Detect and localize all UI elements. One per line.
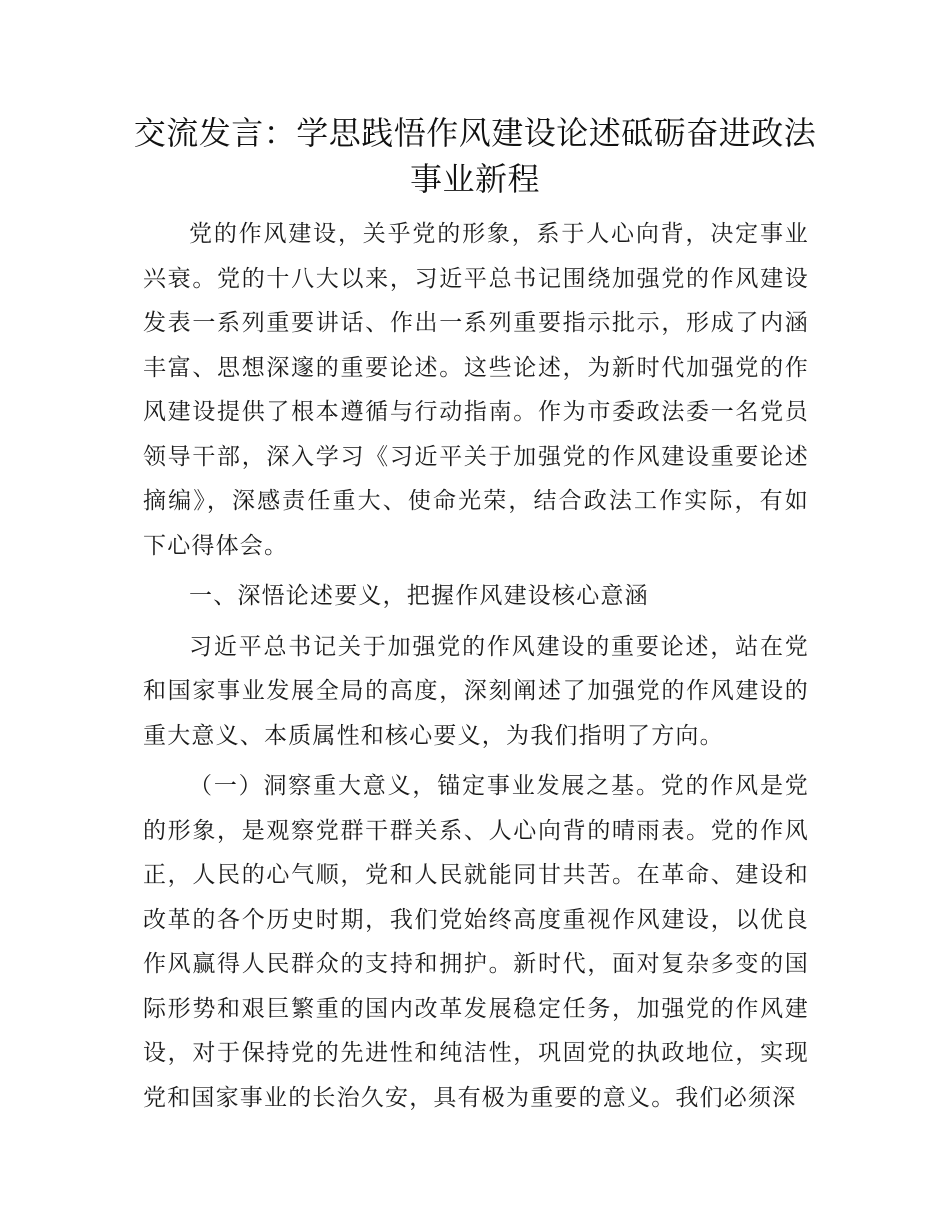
intro-paragraph: 党的作风建设，关乎党的形象，系于人心向背，决定事业兴衰。党的十八大以来，习近平总书记围绕加强党的作风建设发表一系列重要讲话、作出一系列重要指示批示，形成了内涵丰富、思想深邃的重要论述。这些论述，为新时代加强党的作风建设提供了根本遵循与行动指南。作为市委政法委一名党员领导干部，深入学习《习近平关于加强党的作风建设重要论述摘编》，深感责任重大、使命光荣，结合政法工作实际，有如下心得体会。 [143, 221, 809, 559]
section-1-paragraph: 习近平总书记关于加强党的作风建设的重要论述，站在党和国家事业发展全局的高度，深刻阐述了加强党的作风建设的重大意义、本质属性和核心要义，为我们指明了方向。 [143, 633, 809, 749]
document-body [143, 212, 809, 1120]
document-title: 交流发言：学思践悟作风建设论述砥砺奋进政法事业新程 [133, 114, 817, 198]
section-heading-1: 一、深悟论述要义，把握作风建设核心意涵 [189, 583, 649, 609]
subsection-1-paragraph: （一）洞察重大意义，锚定事业发展之基。党的作风是党的形象，是观察党群干群关系、人心向背的晴雨表。党的作风正，人民的心气顺，党和人民就能同甘共苦。在革命、建设和改革的各个历史时期，我们党始终高度重视作风建设，以优良作风赢得人民群众的支持和拥护。新时代，面对复杂多变的国际形势和艰巨繁重的国内改革发展稳定任务，加强党的作风建设，对于保持党的先进性和纯洁性，巩固党的执政地位，实现党和国家事业的长治久安，具有极为重要的意义。我们必须深 [143, 773, 809, 1111]
